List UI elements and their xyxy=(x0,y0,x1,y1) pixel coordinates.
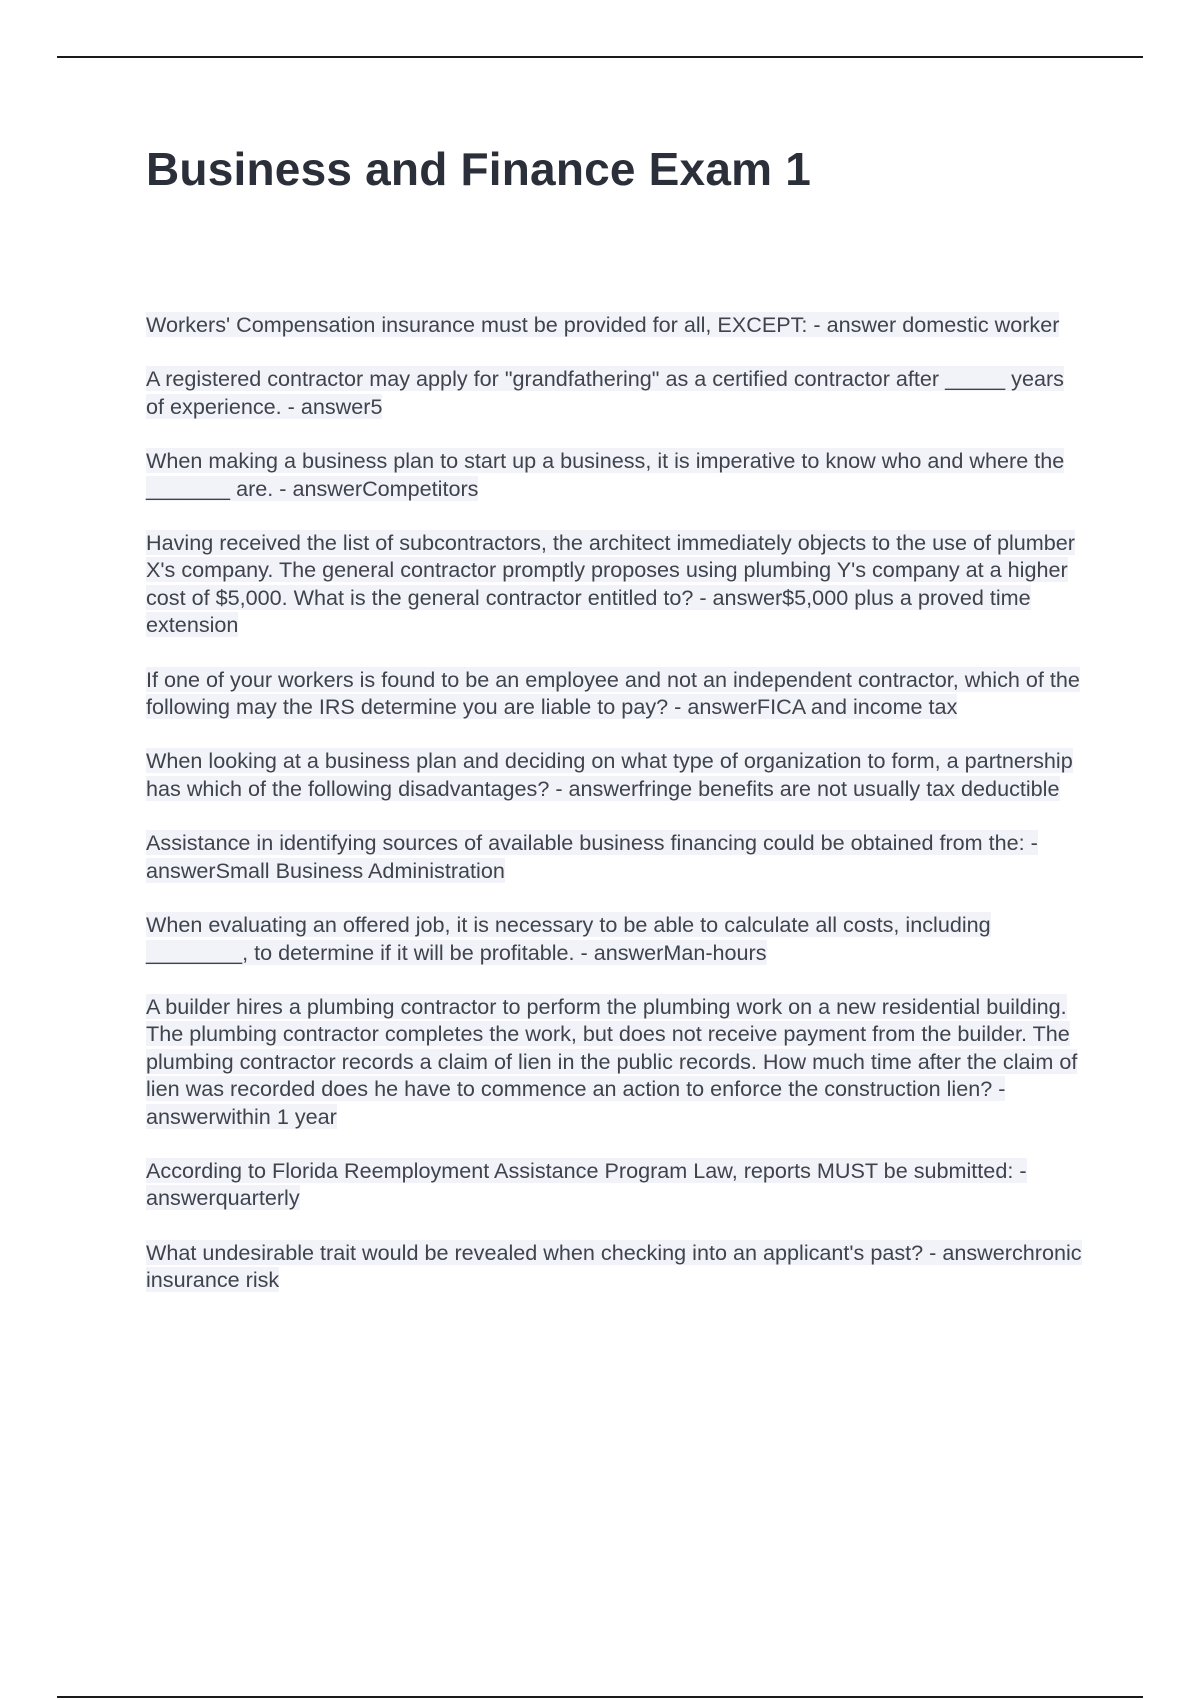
top-divider xyxy=(57,56,1143,58)
question-answer-text: A registered contractor may apply for "grandfathering" as a certified contractor after _____ years of experience. - answer5 xyxy=(146,366,1064,419)
question-answer-text: What undesirable trait would be revealed when checking into an applicant's past? - answerchronic insurance risk xyxy=(146,1239,1082,1293)
question-answer-item xyxy=(146,911,1086,966)
question-answer-item xyxy=(146,529,1086,639)
question-answer-item xyxy=(146,447,1086,502)
question-answer-text: When making a business plan to start up a business, it is imperative to know who and where the _______ are. - answerCompetitors xyxy=(146,448,1065,501)
question-answer-item xyxy=(146,365,1086,420)
question-answer-text: When evaluating an offered job, it is necessary to be able to calculate all costs, including ________, to determine if it will be profitable. - answerMan-hours xyxy=(146,912,991,965)
bottom-divider xyxy=(57,1696,1143,1698)
question-answer-list xyxy=(146,311,1086,1321)
question-answer-text: If one of your workers is found to be an employee and not an independent contractor, which of the following may the IRS determine you are liable to pay? - answerFICA and income tax xyxy=(146,666,1080,720)
question-answer-text: According to Florida Reemployment Assistance Program Law, reports MUST be submitted: - answerquarterly xyxy=(146,1157,1027,1211)
question-answer-item xyxy=(146,993,1086,1130)
question-answer-text: Workers' Compensation insurance must be provided for all, EXCEPT: - answer domestic worker xyxy=(146,312,1060,337)
page-title: Business and Finance Exam 1 xyxy=(146,143,811,195)
question-answer-text: Having received the list of subcontractors, the architect immediately objects to the use of plumber X's company. The general contractor promptly proposes using plumbing Y's company at a higher cost of $5,000. What is the general contractor entitled to? - answer$5,000 plus a proved time extension xyxy=(146,530,1075,638)
question-answer-item xyxy=(146,666,1086,721)
question-answer-text: When looking at a business plan and deciding on what type of organization to form, a partnership has which of the following disadvantages? - answerfringe benefits are not usually tax deductible xyxy=(146,748,1073,801)
question-answer-item xyxy=(146,311,1086,338)
question-answer-item xyxy=(146,1239,1086,1294)
question-answer-item xyxy=(146,1157,1086,1212)
question-answer-text: Assistance in identifying sources of available business financing could be obtained from the: - answerSmall Business Administration xyxy=(146,830,1038,883)
question-answer-text: A builder hires a plumbing contractor to perform the plumbing work on a new residential building. The plumbing contractor completes the work, but does not receive payment from the builder. The plumbing contractor records a claim of lien in the public records. How much time after the claim of lien was recorded does he have to commence an action to enforce the construction lien? - answerwithin 1 year xyxy=(146,993,1078,1129)
question-answer-item xyxy=(146,747,1086,802)
question-answer-item xyxy=(146,829,1086,884)
